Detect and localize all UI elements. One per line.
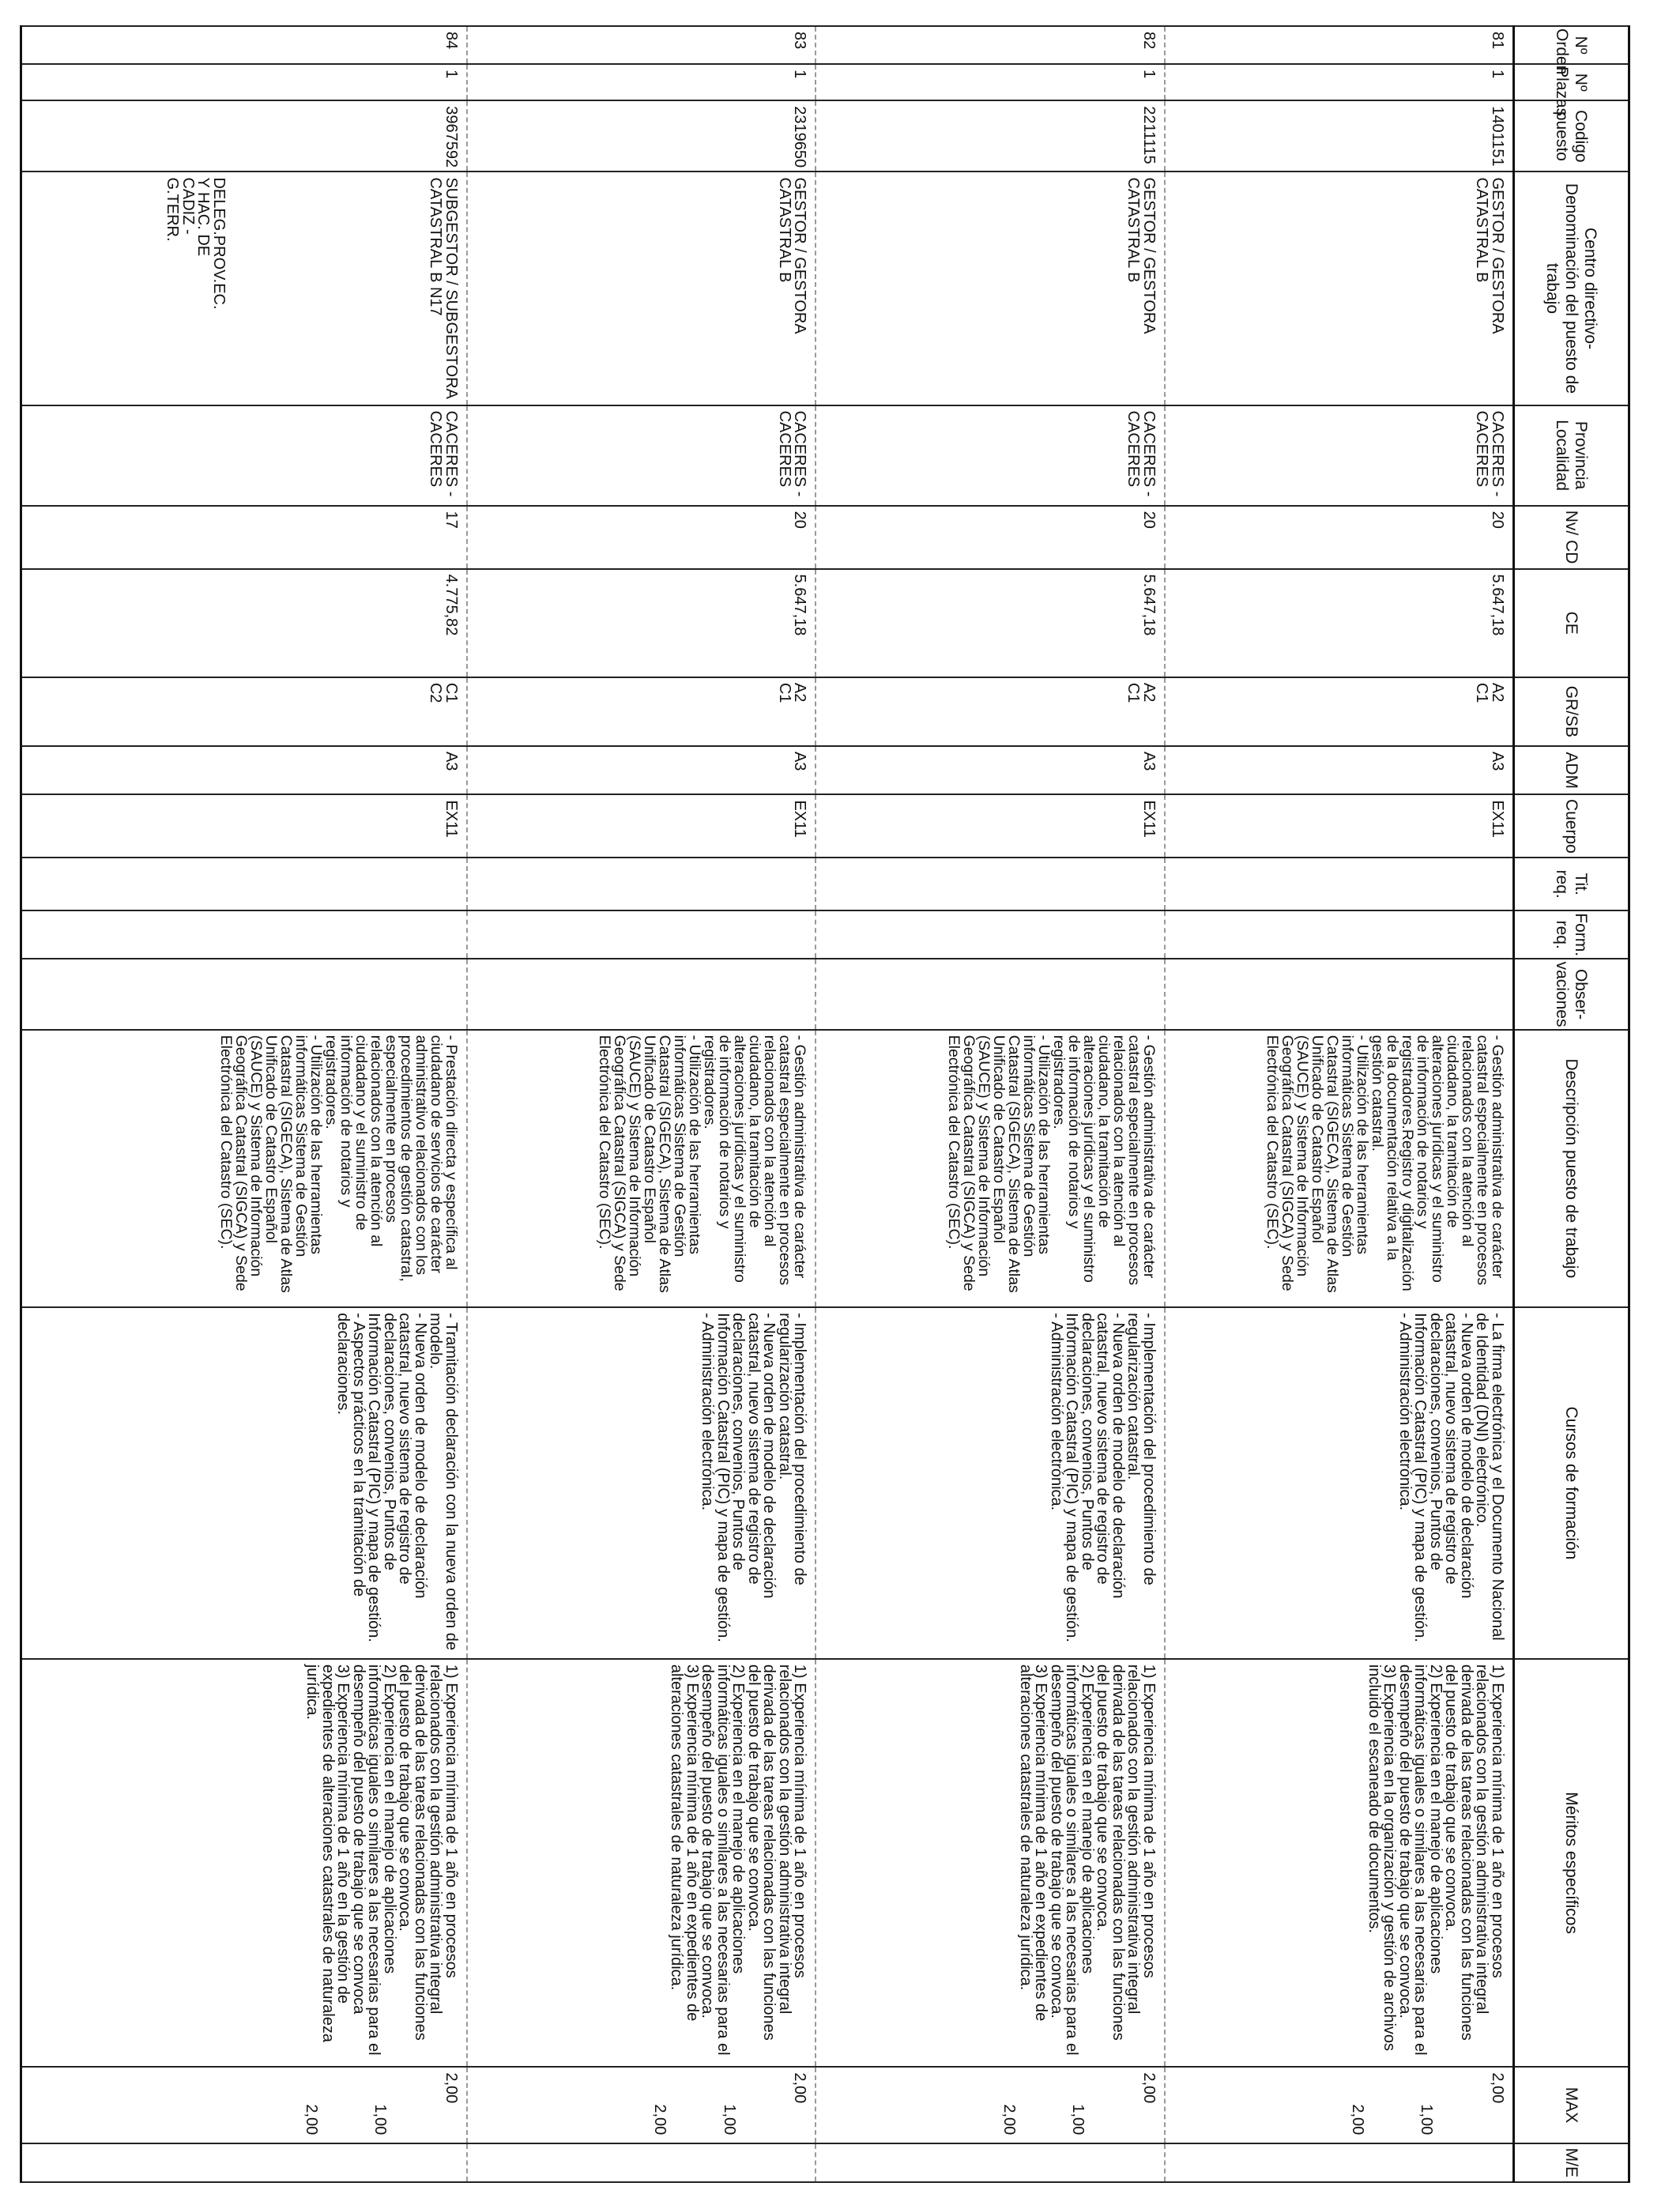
- cell-adm: A3: [21, 746, 467, 794]
- header-nivel: Nv/ CD: [1514, 506, 1629, 569]
- cell-grsb: A2 C1: [1165, 677, 1514, 746]
- header-tit: Tit. req.: [1514, 858, 1629, 910]
- cell-descripcion: - Prestación directa y específica al ciudadano de servicios de carácter administrativo relacionados con los procedimientos de gestión catastral, especialmente en procesos relacionados con la atención al ciudadano y el suministro de información de notarios y registradores. - Utilización de las herramientas informáticas Sistema de Gestión Catastral (SIGECA), Sistema de Atlas Unificado de Catastro Español (SAUCE) y Sistema de Información Geográfica Catastral (SIGCA) y Sede Electrónica del Catastro (SEC).: [21, 1030, 467, 1308]
- cell-centro: GESTOR / GESTORA CATASTRAL B: [467, 172, 816, 405]
- cell-form: [1165, 910, 1514, 959]
- cell-meritos: 1) Experiencia mínima de 1 año en procesos relacionados con la gestión administrativa integral derivada de las tareas relacionadas con las funciones del puesto de trabajo que se convoca. 2) Experiencia en el manejo de aplicaciones informáticas iguales o similares a las necesarias para el desempeño del puesto de trabajo que se convoca. 3) Experiencia mínima de 1 año en expedientes de alteraciones catastrales de naturaleza jurídica.: [816, 1659, 1165, 2067]
- cell-form: [21, 910, 467, 959]
- max-value: 1,00: [720, 2104, 738, 2136]
- header-plazas: Nº Plazas: [1514, 64, 1629, 100]
- cell-nivel: 20: [1165, 506, 1514, 569]
- cell-codigo: 2319650: [467, 100, 816, 172]
- header-cuerpo: Cuerpo: [1514, 794, 1629, 858]
- header-adm: ADM: [1514, 746, 1629, 794]
- header-form: Form. req.: [1514, 910, 1629, 959]
- cell-meritos: 1) Experiencia mínima de 1 año en procesos relacionados con la gestión administrativa integral derivada de las tareas relacionadas con las funciones del puesto de trabajo que se convoca. 2) Experiencia en el manejo de aplicaciones informáticas iguales o similares a las necesarias para el desempeño del puesto de trabajo que se convoca. 3) Experiencia en la organización y gestión de archivos incluido el escaneado de documentos.: [1165, 1659, 1514, 2067]
- header-me: M/E: [1514, 2143, 1629, 2182]
- cell-ce: 4.775,82: [21, 569, 467, 677]
- header-row: [1514, 26, 1629, 2182]
- cell-cursos: - Tramitación declaración con la nueva orden de modelo. - Nueva orden de modelo de declaración catastral, nuevo sistema de registro de declaraciones, convenios, Puntos de Información Catastral (PIC) y mapa de gestión. - Aspectos prácticos en la tramitación de declaraciones.: [21, 1307, 467, 1659]
- cell-cursos: - La firma electrónica y el Documento Nacional de Identidad (DNI) electrónico. - Nueva orden de modelo de declaración catastral, nuevo sistema de registro de declaraciones, convenios, Puntos de Información Catastral (PIC) y mapa de gestión. - Administración electrónica.: [1165, 1307, 1514, 1659]
- cell-codigo: 2211115: [816, 100, 1165, 172]
- cell-adm: A3: [816, 746, 1165, 794]
- cell-tit: [816, 858, 1165, 910]
- cell-max: [21, 2067, 467, 2143]
- cell-provincia: CACERES - CACERES: [816, 405, 1165, 506]
- max-value: 2,00: [791, 2072, 809, 2104]
- cell-max: [816, 2067, 1165, 2143]
- header-orden: Nº Orden: [1514, 26, 1629, 64]
- cell-centro: GESTOR / GESTORA CATASTRAL B: [1165, 172, 1514, 405]
- centro-text: SUBGESTOR / SUBGESTORA CATASTRAL B N17: [427, 177, 460, 398]
- header-centro: Centro directivo- Denominación del puesto de trabajo: [1514, 172, 1629, 405]
- cell-grsb: A2 C1: [816, 677, 1165, 746]
- cell-me: [467, 2143, 816, 2182]
- max-value: 1,00: [1069, 2104, 1087, 2136]
- cell-orden: 84: [21, 26, 467, 64]
- cell-tit: [21, 858, 467, 910]
- cell-me: [816, 2143, 1165, 2182]
- table-row: [816, 26, 1165, 2182]
- header-descripcion: Descripción puesto de trabajo: [1514, 1030, 1629, 1308]
- cell-obs: [467, 959, 816, 1029]
- header-meritos: Méritos específicos: [1514, 1659, 1629, 2067]
- cell-nivel: 20: [816, 506, 1165, 569]
- cell-grsb: C1 C2: [21, 677, 467, 746]
- max-value: 2,00: [1139, 2072, 1158, 2104]
- cell-form: [467, 910, 816, 959]
- cell-cursos: - Implementación del procedimiento de regularización catastral. - Nueva orden de modelo de declaración catastral, nuevo sistema de registro de declaraciones, convenios, Puntos de Información Catastral (PIC) y mapa de gestión. - Administración electrónica.: [816, 1307, 1165, 1659]
- cell-meritos: 1) Experiencia mínima de 1 año en procesos relacionados con la gestión administrativa integral derivada de las tareas relacionadas con las funciones del puesto de trabajo que se convoca. 2) Experiencia en el manejo de aplicaciones informáticas iguales o similares a las necesarias para el desempeño del puesto de trabajo que se convoca 3) Experiencia mínima de 1 año en la gestión de expedientes de alteraciones catastrales de naturaleza jurídica.: [21, 1659, 467, 2067]
- cell-cursos: - Implementación del procedimiento de regularización catastral. - Nueva orden de modelo de declaración catastral, nuevo sistema de registro de declaraciones, convenios, Puntos de Información Catastral (PIC) y mapa de gestión. - Administración electrónica.: [467, 1307, 816, 1659]
- header-cursos: Cursos de formación: [1514, 1307, 1629, 1659]
- header-grsb: GR/SB: [1514, 677, 1629, 746]
- cell-codigo: 1401151: [1165, 100, 1514, 172]
- cell-max: [1165, 2067, 1514, 2143]
- max-value: 2,00: [651, 2104, 669, 2136]
- cell-cuerpo: EX11: [816, 794, 1165, 858]
- cell-cuerpo: EX11: [1165, 794, 1514, 858]
- cell-descripcion: - Gestión administrativa de carácter catastral especialmente en procesos relacionados con la atención al ciudadano, la tramitación de alteraciones jurídicas y el suministro de información de notarios y registradores.Registro y digitalización de la documentación relativa a la gestión catastral. - Utilización de las herramientas informáticas Sistema de Gestión Catastral (SIGECA), Sistema de Atlas Unificado de Catastro Español (SAUCE) y Sistema de Información Geográfica Catastral (SIGCA) y Sede Electrónica del Catastro (SEC).: [1165, 1030, 1514, 1308]
- table-row: [21, 26, 467, 2182]
- max-value: 2,00: [442, 2072, 460, 2104]
- cell-obs: [21, 959, 467, 1029]
- cell-provincia: CACERES - CACERES: [1165, 405, 1514, 506]
- cell-codigo: 3967592: [21, 100, 467, 172]
- header-max: MAX: [1514, 2067, 1629, 2143]
- cell-descripcion: - Gestión administrativa de carácter catastral especialmente en procesos relacionados con la atención al ciudadano, la tramitación de alteraciones jurídicas y el suministro de información de notarios y registradores. - Utilización de las herramientas informáticas Sistema de Gestión Catastral (SIGECA), Sistema de Atlas Unificado de Catastro Español (SAUCE) y Sistema de Información Geográfica Catastral (SIGCA) y Sede Electrónica del Catastro (SEC).: [816, 1030, 1165, 1308]
- max-value: 1,00: [1418, 2104, 1436, 2136]
- cell-tit: [1165, 858, 1514, 910]
- cell-orden: 83: [467, 26, 816, 64]
- cell-meritos: 1) Experiencia mínima de 1 año en procesos relacionados con la gestión administrativa integral derivada de las tareas relacionadas con las funciones del puesto de trabajo que se convoca. 2) Experiencia en el manejo de aplicaciones informáticas iguales o similares a las necesarias para el desempeño del puesto de trabajo que se convoca. 3) Experiencia mínima de 1 año en expedientes de alteraciones catastrales de naturaleza jurídica.: [467, 1659, 816, 2067]
- max-value: 2,00: [1349, 2104, 1366, 2136]
- table-row: [467, 26, 816, 2182]
- cell-ce: 5.647,18: [816, 569, 1165, 677]
- cell-adm: A3: [1165, 746, 1514, 794]
- max-value: 2,00: [302, 2104, 320, 2136]
- cell-provincia: CACERES - CACERES: [467, 405, 816, 506]
- cell-obs: [816, 959, 1165, 1029]
- max-value: 2,00: [1000, 2104, 1018, 2136]
- cell-cuerpo: EX11: [21, 794, 467, 858]
- cell-max: [467, 2067, 816, 2143]
- cell-me: [21, 2143, 467, 2182]
- cell-orden: 81: [1165, 26, 1514, 64]
- header-obs: Obser- vaciones: [1514, 959, 1629, 1029]
- header-ce: CE: [1514, 569, 1629, 677]
- header-provincia: Provincia Localidad: [1514, 405, 1629, 506]
- cell-provincia: CACERES - CACERES: [21, 405, 467, 506]
- cell-ce: 5.647,18: [1165, 569, 1514, 677]
- cell-centro: [21, 172, 467, 405]
- cell-orden: 82: [816, 26, 1165, 64]
- delegacion-label: DELEG.PROV.EC. Y HAC. DE CADIZ - G.TERR.: [164, 177, 228, 310]
- max-value: 2,00: [1489, 2072, 1506, 2104]
- table-row: [1165, 26, 1514, 2182]
- cell-ce: 5.647,18: [467, 569, 816, 677]
- cell-plazas: 1: [467, 64, 816, 100]
- positions-table: [20, 25, 1630, 2183]
- cell-nivel: 20: [467, 506, 816, 569]
- cell-tit: [467, 858, 816, 910]
- max-value: 1,00: [371, 2104, 390, 2136]
- header-codigo: Codigo puesto: [1514, 100, 1629, 172]
- cell-centro: GESTOR / GESTORA CATASTRAL B: [816, 172, 1165, 405]
- cell-nivel: 17: [21, 506, 467, 569]
- cell-plazas: 1: [1165, 64, 1514, 100]
- cell-plazas: 1: [21, 64, 467, 100]
- cell-me: [1165, 2143, 1514, 2182]
- cell-plazas: 1: [816, 64, 1165, 100]
- cell-adm: A3: [467, 746, 816, 794]
- cell-descripcion: - Gestión administrativa de carácter catastral especialmente en procesos relacionados con la atención al ciudadano, la tramitación de alteraciones jurídicas y el suministro de información de notarios y registradores. - Utilización de las herramientas informáticas Sistema de Gestión Catastral (SIGECA), Sistema de Atlas Unificado de Catastro Español (SAUCE) y Sistema de Información Geográfica Catastral (SIGCA) y Sede Electrónica del Catastro (SEC).: [467, 1030, 816, 1308]
- cell-cuerpo: EX11: [467, 794, 816, 858]
- cell-form: [816, 910, 1165, 959]
- cell-obs: [1165, 959, 1514, 1029]
- cell-grsb: A2 C1: [467, 677, 816, 746]
